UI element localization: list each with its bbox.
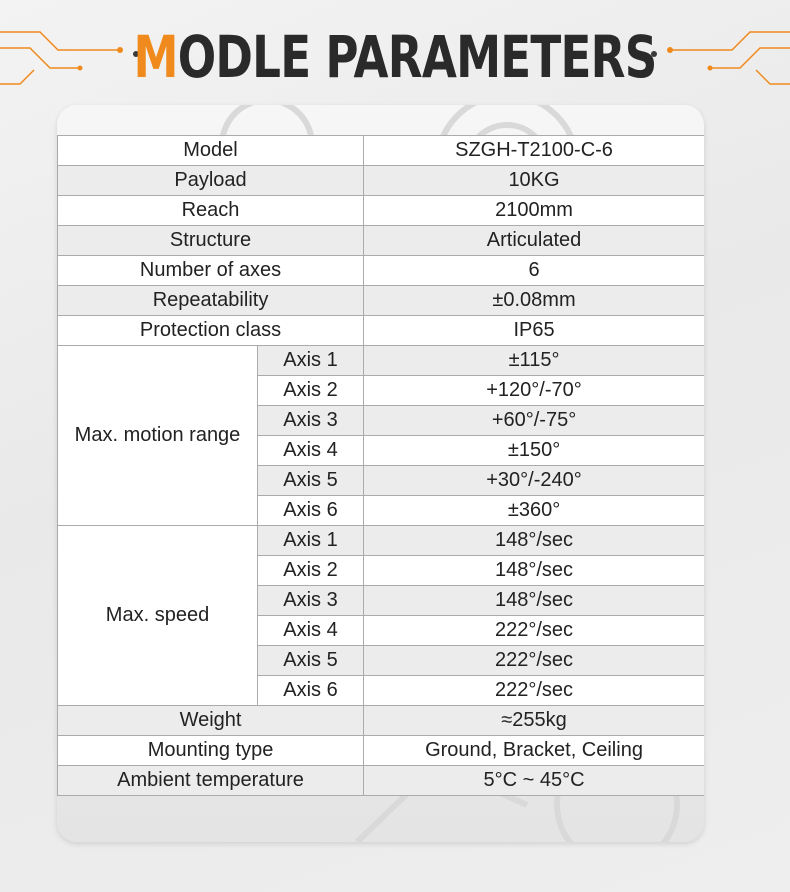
table-row	[58, 766, 705, 796]
table-row	[58, 196, 705, 226]
axis-value: 222°/sec	[364, 616, 704, 646]
spec-value: ±0.08mm	[364, 286, 704, 316]
axis-value: 222°/sec	[364, 676, 704, 706]
table-row	[58, 226, 705, 256]
axis-label: Axis 3	[258, 406, 364, 436]
spec-label: Ambient temperature	[58, 766, 364, 796]
spec-value: 6	[364, 256, 704, 286]
axis-label: Axis 6	[258, 676, 364, 706]
spec-value: Ground, Bracket, Ceiling	[364, 736, 704, 766]
axis-value: +30°/-240°	[364, 466, 704, 496]
axis-label: Axis 2	[258, 556, 364, 586]
axis-value: ±115°	[364, 346, 704, 376]
axis-label: Axis 1	[258, 346, 364, 376]
axis-value: ±150°	[364, 436, 704, 466]
axis-label: Axis 5	[258, 466, 364, 496]
axis-value: 148°/sec	[364, 556, 704, 586]
parameters-table	[57, 135, 704, 796]
axis-label: Axis 2	[258, 376, 364, 406]
table-row	[58, 526, 705, 556]
axis-value: ±360°	[364, 496, 704, 526]
table-row	[58, 736, 705, 766]
spec-value: 5°C ~ 45°C	[364, 766, 704, 796]
max-speed-label: Max. speed	[58, 526, 258, 706]
table-row	[58, 286, 705, 316]
table-row	[58, 256, 705, 286]
header	[0, 0, 790, 100]
spec-label: Reach	[58, 196, 364, 226]
spec-label: Mounting type	[58, 736, 364, 766]
spec-label: Payload	[58, 166, 364, 196]
spec-value: 2100mm	[364, 196, 704, 226]
spec-value: ≈255kg	[364, 706, 704, 736]
motion-range-label: Max. motion range	[58, 346, 258, 526]
spec-value: IP65	[364, 316, 704, 346]
axis-label: Axis 6	[258, 496, 364, 526]
axis-label: Axis 1	[258, 526, 364, 556]
title-rest: ODLE PARAMETERS	[177, 23, 657, 91]
axis-label: Axis 3	[258, 586, 364, 616]
spec-label: Weight	[58, 706, 364, 736]
axis-label: Axis 4	[258, 436, 364, 466]
spec-label: Repeatability	[58, 286, 364, 316]
axis-value: 222°/sec	[364, 646, 704, 676]
page-title	[87, 22, 703, 92]
parameters-card	[57, 105, 704, 842]
axis-value: 148°/sec	[364, 526, 704, 556]
spec-value: Articulated	[364, 226, 704, 256]
axis-value: 148°/sec	[364, 586, 704, 616]
axis-label: Axis 5	[258, 646, 364, 676]
axis-label: Axis 4	[258, 616, 364, 646]
spec-label: Model	[58, 136, 364, 166]
spec-label: Protection class	[58, 316, 364, 346]
axis-value: +60°/-75°	[364, 406, 704, 436]
table-row	[58, 166, 705, 196]
spec-value: 10KG	[364, 166, 704, 196]
spec-label: Number of axes	[58, 256, 364, 286]
table-row	[58, 706, 705, 736]
title-first-letter: M	[133, 23, 178, 91]
table-row	[58, 136, 705, 166]
axis-value: +120°/-70°	[364, 376, 704, 406]
table-row	[58, 316, 705, 346]
spec-label: Structure	[58, 226, 364, 256]
spec-value: SZGH-T2100-C-6	[364, 136, 704, 166]
table-row	[58, 346, 705, 376]
